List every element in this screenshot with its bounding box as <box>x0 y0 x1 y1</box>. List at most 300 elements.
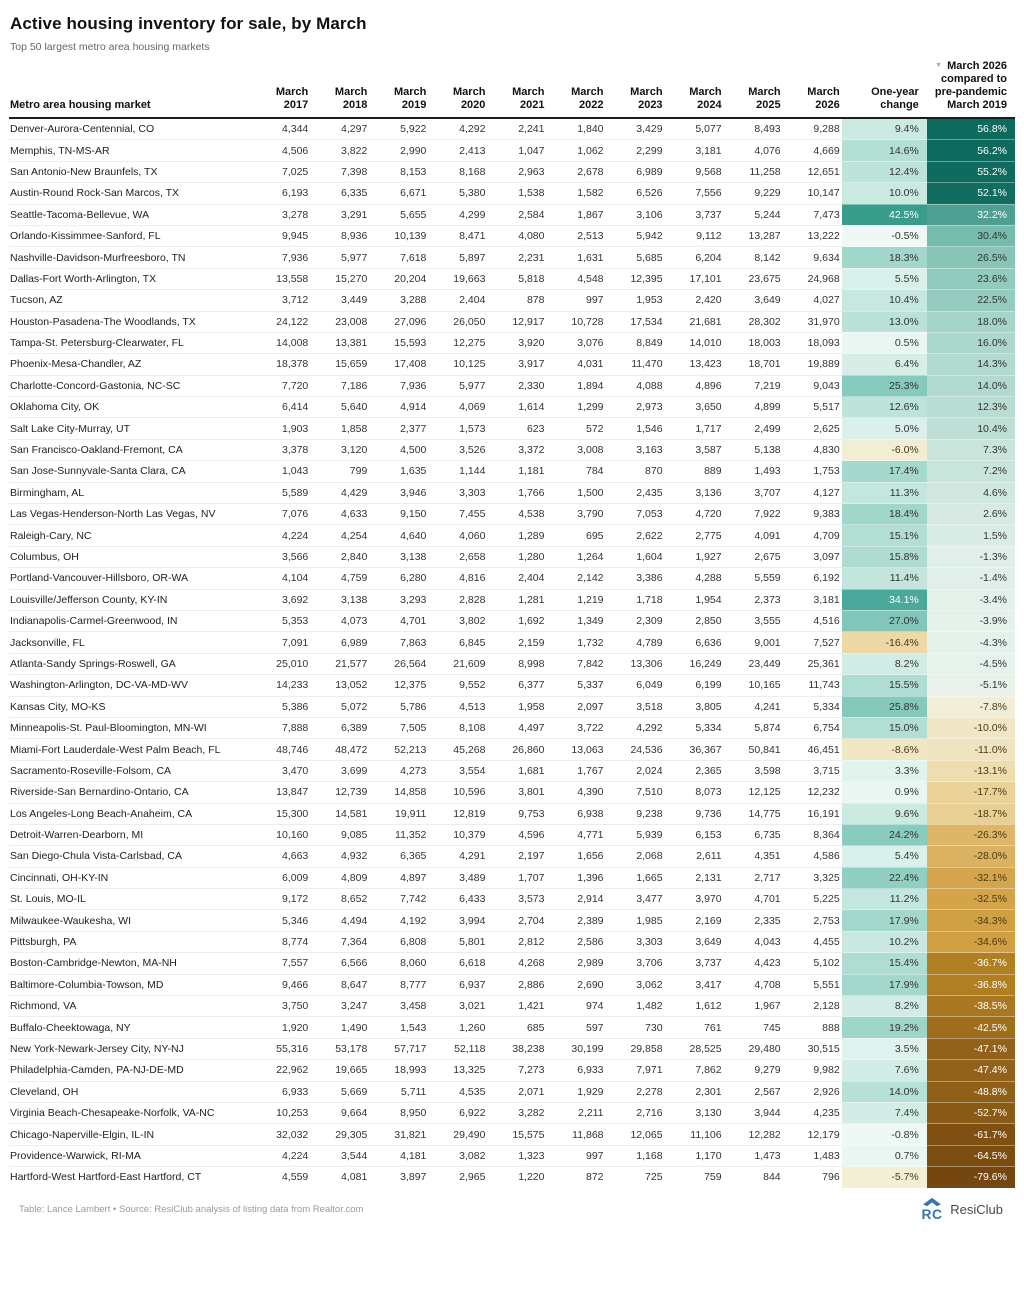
inventory-value-cell: 1,421 <box>487 996 546 1017</box>
inventory-value-cell: 2,231 <box>487 247 546 268</box>
table-row <box>9 375 1015 396</box>
one-year-change-cell: 11.3% <box>842 482 927 503</box>
table-row <box>9 204 1015 225</box>
inventory-value-cell: 18,003 <box>724 332 783 353</box>
inventory-value-cell: 2,973 <box>606 397 665 418</box>
inventory-value-cell: 1,753 <box>783 461 842 482</box>
metro-cell: Minneapolis-St. Paul-Bloomington, MN-WI <box>9 717 251 738</box>
vs-pre-pandemic-cell: -11.0% <box>927 739 1015 760</box>
inventory-value-cell: 4,709 <box>783 525 842 546</box>
inventory-value-cell: 29,858 <box>606 1038 665 1059</box>
inventory-value-cell: 1,289 <box>487 525 546 546</box>
inventory-value-cell: 6,933 <box>546 1060 605 1081</box>
inventory-value-cell: 844 <box>724 1167 783 1188</box>
inventory-value-cell: 7,076 <box>251 504 310 525</box>
one-year-change-cell: 0.5% <box>842 332 927 353</box>
metro-cell: Las Vegas-Henderson-North Las Vegas, NV <box>9 504 251 525</box>
inventory-value-cell: 9,043 <box>783 375 842 396</box>
inventory-value-cell: 4,789 <box>606 632 665 653</box>
inventory-value-cell: 1,692 <box>487 610 546 631</box>
table-row <box>9 268 1015 289</box>
year-column-header: March 2019 <box>369 59 428 118</box>
inventory-value-cell: 597 <box>546 1017 605 1038</box>
inventory-value-cell: 48,746 <box>251 739 310 760</box>
inventory-value-cell: 10,728 <box>546 311 605 332</box>
inventory-value-cell: 8,153 <box>369 161 428 182</box>
inventory-value-cell: 2,377 <box>369 418 428 439</box>
inventory-value-cell: 6,280 <box>369 568 428 589</box>
vs-pre-pandemic-cell: 7.3% <box>927 439 1015 460</box>
inventory-value-cell: 2,128 <box>783 996 842 1017</box>
inventory-value-cell: 13,558 <box>251 268 310 289</box>
one-year-change-cell: 15.4% <box>842 953 927 974</box>
one-year-change-cell: 9.6% <box>842 803 927 824</box>
inventory-value-cell: 4,809 <box>310 867 369 888</box>
inventory-value-cell: 9,736 <box>665 803 724 824</box>
inventory-value-cell: 2,675 <box>724 546 783 567</box>
inventory-value-cell: 3,477 <box>606 889 665 910</box>
one-year-change-cell: 13.0% <box>842 311 927 332</box>
table-row <box>9 418 1015 439</box>
inventory-value-cell: 3,822 <box>310 140 369 161</box>
table-row <box>9 653 1015 674</box>
inventory-value-cell: 3,181 <box>783 589 842 610</box>
inventory-value-cell: 1,903 <box>251 418 310 439</box>
vs-pre-pandemic-header-sortable[interactable]: ▼ March 2026 compared to pre-pandemic March 2019 <box>927 59 1015 118</box>
table-row <box>9 846 1015 867</box>
year-column-header: March 2022 <box>546 59 605 118</box>
vs-pre-pandemic-cell: -13.1% <box>927 760 1015 781</box>
inventory-value-cell: 2,812 <box>487 931 546 952</box>
inventory-value-cell: 26,564 <box>369 653 428 674</box>
inventory-value-cell: 4,708 <box>724 974 783 995</box>
one-year-change-cell: 25.8% <box>842 696 927 717</box>
inventory-value-cell: 8,777 <box>369 974 428 995</box>
inventory-value-cell: 3,526 <box>428 439 487 460</box>
inventory-value-cell: 3,120 <box>310 439 369 460</box>
inventory-value-cell: 6,618 <box>428 953 487 974</box>
inventory-value-cell: 1,718 <box>606 589 665 610</box>
inventory-value-cell: 29,490 <box>428 1124 487 1145</box>
inventory-value-cell: 6,735 <box>724 824 783 845</box>
table-row <box>9 461 1015 482</box>
inventory-value-cell: 53,178 <box>310 1038 369 1059</box>
vs-pre-pandemic-cell: 22.5% <box>927 290 1015 311</box>
inventory-value-cell: 4,914 <box>369 397 428 418</box>
inventory-value-cell: 5,337 <box>546 675 605 696</box>
inventory-value-cell: 13,222 <box>783 225 842 246</box>
inventory-value-cell: 4,896 <box>665 375 724 396</box>
inventory-value-cell: 14,010 <box>665 332 724 353</box>
inventory-value-cell: 4,288 <box>665 568 724 589</box>
inventory-value-cell: 4,091 <box>724 525 783 546</box>
inventory-value-cell: 3,920 <box>487 332 546 353</box>
inventory-value-cell: 5,922 <box>400 123 427 136</box>
inventory-value-cell: 15,659 <box>310 354 369 375</box>
inventory-value-cell: 13,847 <box>251 782 310 803</box>
inventory-value-cell: 17,101 <box>665 268 724 289</box>
inventory-value-cell: 9,238 <box>606 803 665 824</box>
inventory-value-cell: 13,381 <box>310 332 369 353</box>
inventory-value-cell: 1,500 <box>546 482 605 503</box>
one-year-change-cell: 10.0% <box>842 183 927 204</box>
metro-cell: Birmingham, AL <box>9 482 251 503</box>
inventory-value-cell: 6,671 <box>369 183 428 204</box>
inventory-value-cell: 18,993 <box>369 1060 428 1081</box>
table-row <box>9 739 1015 760</box>
inventory-value-cell: 7,742 <box>369 889 428 910</box>
inventory-value-cell: 2,241 <box>518 123 545 136</box>
inventory-value-cell: 4,513 <box>428 696 487 717</box>
inventory-value-cell: 3,303 <box>428 482 487 503</box>
vs-pre-pandemic-cell: -38.5% <box>927 996 1015 1017</box>
inventory-value-cell: 9,279 <box>724 1060 783 1081</box>
vs-pre-pandemic-cell: -34.6% <box>927 931 1015 952</box>
inventory-value-cell: 7,473 <box>783 204 842 225</box>
inventory-value-cell: 7,971 <box>606 1060 665 1081</box>
inventory-value-cell: 11,743 <box>783 675 842 696</box>
inventory-value-cell: 4,127 <box>783 482 842 503</box>
inventory-value-cell: 1,867 <box>546 204 605 225</box>
table-row <box>9 632 1015 653</box>
inventory-value-cell: 28,525 <box>665 1038 724 1059</box>
inventory-value-cell: 2,278 <box>606 1081 665 1102</box>
inventory-value-cell: 12,375 <box>369 675 428 696</box>
inventory-value-cell: 2,622 <box>606 525 665 546</box>
vs-pre-pandemic-cell: -5.1% <box>927 675 1015 696</box>
inventory-value-cell: 3,692 <box>251 589 310 610</box>
inventory-value-cell: 7,505 <box>369 717 428 738</box>
inventory-value-cell: 9,945 <box>251 225 310 246</box>
metro-cell: Nashville-Davidson-Murfreesboro, TN <box>9 247 251 268</box>
inventory-value-cell: 8,108 <box>428 717 487 738</box>
metro-cell: Louisville/Jefferson County, KY-IN <box>9 589 251 610</box>
inventory-value-cell: 3,897 <box>369 1167 428 1188</box>
inventory-value-cell: 2,753 <box>783 910 842 931</box>
inventory-value-cell: 29,480 <box>724 1038 783 1059</box>
inventory-value-cell: 3,181 <box>665 140 724 161</box>
year-column-header: March 2018 <box>310 59 369 118</box>
inventory-value-cell: 759 <box>665 1167 724 1188</box>
one-year-change-cell: 18.4% <box>842 504 927 525</box>
inventory-value-cell: 889 <box>665 461 724 482</box>
inventory-value-cell: 7,618 <box>369 247 428 268</box>
inventory-value-cell: 2,658 <box>428 546 487 567</box>
inventory-value-cell: 2,717 <box>724 867 783 888</box>
inventory-value-cell: 4,506 <box>251 140 310 161</box>
inventory-value-cell: 13,052 <box>310 675 369 696</box>
inventory-value-cell: 3,429 <box>636 123 663 136</box>
inventory-value-cell: 5,640 <box>310 397 369 418</box>
inventory-value-cell: 5,138 <box>724 439 783 460</box>
vs-pre-pandemic-cell: -10.0% <box>927 717 1015 738</box>
one-year-change-cell: 8.2% <box>842 996 927 1017</box>
inventory-value-cell: 9,466 <box>251 974 310 995</box>
inventory-value-cell: 5,685 <box>606 247 665 268</box>
inventory-value-cell: 3,136 <box>665 482 724 503</box>
one-year-change-cell: 14.0% <box>842 1081 927 1102</box>
vs-pre-pandemic-cell: -32.1% <box>927 867 1015 888</box>
inventory-value-cell: 2,131 <box>665 867 724 888</box>
one-year-change-cell: 5.5% <box>842 268 927 289</box>
metro-cell: Riverside-San Bernardino-Ontario, CA <box>9 782 251 803</box>
table-row <box>9 1060 1015 1081</box>
inventory-value-cell: 12,125 <box>724 782 783 803</box>
inventory-value-cell: 6,335 <box>310 183 369 204</box>
inventory-value-cell: 9,753 <box>487 803 546 824</box>
inventory-value-cell: 11,106 <box>665 1124 724 1145</box>
metro-cell: Charlotte-Concord-Gastonia, NC-SC <box>9 375 251 396</box>
inventory-value-cell: 18,701 <box>724 354 783 375</box>
inventory-value-cell: 5,102 <box>783 953 842 974</box>
inventory-value-cell: 3,790 <box>546 504 605 525</box>
inventory-value-cell: 3,417 <box>665 974 724 995</box>
one-year-change-cell: 17.9% <box>842 910 927 931</box>
inventory-value-cell: 1,483 <box>783 1145 842 1166</box>
inventory-value-cell: 1,967 <box>724 996 783 1017</box>
inventory-value-cell: 730 <box>606 1017 665 1038</box>
inventory-value-cell: 2,071 <box>487 1081 546 1102</box>
inventory-value-cell: 623 <box>487 418 546 439</box>
inventory-value-cell: 12,819 <box>428 803 487 824</box>
inventory-value-cell: 7,398 <box>310 161 369 182</box>
inventory-value-cell: 7,863 <box>369 632 428 653</box>
inventory-value-cell: 3,518 <box>606 696 665 717</box>
inventory-value-cell: 21,609 <box>428 653 487 674</box>
inventory-value-cell: 870 <box>606 461 665 482</box>
inventory-value-cell: 12,275 <box>428 332 487 353</box>
inventory-value-cell: 3,291 <box>310 204 369 225</box>
inventory-value-cell: 4,494 <box>310 910 369 931</box>
inventory-value-cell: 878 <box>487 290 546 311</box>
inventory-value-cell: 7,219 <box>724 375 783 396</box>
inventory-value-cell: 17,408 <box>369 354 428 375</box>
table-row <box>9 161 1015 182</box>
inventory-value-cell: 4,516 <box>783 610 842 631</box>
table-row <box>9 589 1015 610</box>
table-row <box>9 610 1015 631</box>
inventory-value-cell: 3,707 <box>724 482 783 503</box>
inventory-value-cell: 3,449 <box>310 290 369 311</box>
inventory-value-cell: 13,287 <box>724 225 783 246</box>
inventory-value-cell: 2,625 <box>783 418 842 439</box>
inventory-value-cell: 4,268 <box>487 953 546 974</box>
inventory-value-cell: 2,024 <box>606 760 665 781</box>
table-row <box>9 782 1015 803</box>
table-row <box>9 568 1015 589</box>
inventory-value-cell: 7,273 <box>487 1060 546 1081</box>
inventory-value-cell: 32,032 <box>251 1124 310 1145</box>
one-year-change-cell: 22.4% <box>842 867 927 888</box>
inventory-value-cell: 3,699 <box>310 760 369 781</box>
inventory-value-cell: 2,142 <box>546 568 605 589</box>
metro-cell: Raleigh-Cary, NC <box>9 525 251 546</box>
vs-pre-pandemic-cell: -3.9% <box>927 610 1015 631</box>
vs-pre-pandemic-cell: -36.8% <box>927 974 1015 995</box>
inventory-value-cell: 6,414 <box>251 397 310 418</box>
inventory-value-cell: 1,396 <box>546 867 605 888</box>
inventory-value-cell: 5,517 <box>783 397 842 418</box>
inventory-value-cell: 4,899 <box>724 397 783 418</box>
metro-cell: Detroit-Warren-Dearborn, MI <box>9 824 251 845</box>
inventory-value-cell: 3,944 <box>724 1102 783 1123</box>
page-subtitle: Top 50 largest metro area housing markets <box>10 41 210 53</box>
vs-pre-pandemic-cell: -28.0% <box>927 846 1015 867</box>
inventory-value-cell: 52,213 <box>369 739 428 760</box>
inventory-value-cell: 14,233 <box>251 675 310 696</box>
inventory-value-cell: 4,297 <box>341 123 368 136</box>
inventory-value-cell: 1,062 <box>546 140 605 161</box>
inventory-value-cell: 12,739 <box>310 782 369 803</box>
metro-cell: Sacramento-Roseville-Folsom, CA <box>9 760 251 781</box>
inventory-value-cell: 7,936 <box>369 375 428 396</box>
table-row <box>9 225 1015 246</box>
inventory-value-cell: 1,635 <box>369 461 428 482</box>
inventory-value-cell: 18,093 <box>783 332 842 353</box>
inventory-value-cell: 17,534 <box>606 311 665 332</box>
vs-pre-pandemic-cell: -79.6% <box>927 1167 1015 1188</box>
table-row <box>9 504 1015 525</box>
inventory-value-cell: 1,766 <box>487 482 546 503</box>
inventory-value-cell: 5,818 <box>487 268 546 289</box>
inventory-value-cell: 5,669 <box>310 1081 369 1102</box>
table-row <box>9 696 1015 717</box>
metro-cell: San Diego-Chula Vista-Carlsbad, CA <box>9 846 251 867</box>
inventory-value-cell: 8,168 <box>428 161 487 182</box>
inventory-value-cell: 23,675 <box>724 268 783 289</box>
table-footer <box>9 1188 1015 1223</box>
inventory-value-cell: 15,575 <box>487 1124 546 1145</box>
inventory-value-cell: 4,701 <box>724 889 783 910</box>
inventory-value-cell: 1,656 <box>546 846 605 867</box>
year-column-header: March 2021 <box>487 59 546 118</box>
table-header-row <box>9 59 1015 118</box>
inventory-value-cell: 1,538 <box>487 183 546 204</box>
vs-pre-pandemic-cell: 16.0% <box>927 332 1015 353</box>
inventory-value-cell: 7,936 <box>251 247 310 268</box>
inventory-value-cell: 1,582 <box>546 183 605 204</box>
inventory-value-cell: 2,990 <box>369 140 428 161</box>
inventory-value-cell: 6,933 <box>251 1081 310 1102</box>
inventory-value-cell: 2,716 <box>606 1102 665 1123</box>
inventory-value-cell: 13,423 <box>665 354 724 375</box>
metro-cell: Denver-Aurora-Centennial, CO <box>10 123 155 136</box>
inventory-value-cell: 2,301 <box>665 1081 724 1102</box>
inventory-value-cell: 3,649 <box>665 931 724 952</box>
inventory-value-cell: 5,225 <box>783 889 842 910</box>
svg-text:R: R <box>921 1205 932 1222</box>
inventory-value-cell: 1,220 <box>487 1167 546 1188</box>
inventory-value-cell: 1,614 <box>487 397 546 418</box>
inventory-value-cell: 4,559 <box>251 1167 310 1188</box>
metro-cell: Houston-Pasadena-The Woodlands, TX <box>9 311 251 332</box>
one-year-change-cell: 0.9% <box>842 782 927 803</box>
inventory-value-cell: 796 <box>783 1167 842 1188</box>
inventory-value-cell: 2,097 <box>546 696 605 717</box>
inventory-value-cell: 4,633 <box>310 504 369 525</box>
inventory-value-cell: 16,191 <box>783 803 842 824</box>
inventory-value-cell: 11,352 <box>369 824 428 845</box>
one-year-change-cell: 34.1% <box>842 589 927 610</box>
inventory-value-cell: 9,552 <box>428 675 487 696</box>
inventory-value-cell: 1,717 <box>665 418 724 439</box>
inventory-value-cell: 1,631 <box>546 247 605 268</box>
inventory-value-cell: 5,786 <box>369 696 428 717</box>
one-year-change-cell: 15.0% <box>842 717 927 738</box>
metro-cell: Chicago-Naperville-Elgin, IL-IN <box>9 1124 251 1145</box>
metro-cell: Buffalo-Cheektowaga, NY <box>9 1017 251 1038</box>
inventory-value-cell: 4,043 <box>724 931 783 952</box>
inventory-value-cell: 48,472 <box>310 739 369 760</box>
inventory-value-cell: 5,711 <box>369 1081 428 1102</box>
table-row <box>9 910 1015 931</box>
inventory-value-cell: 3,082 <box>428 1145 487 1166</box>
inventory-value-cell: 1,894 <box>546 375 605 396</box>
one-year-change-cell: 27.0% <box>842 610 927 631</box>
inventory-value-cell: 8,142 <box>724 247 783 268</box>
inventory-value-cell: 10,160 <box>251 824 310 845</box>
inventory-value-cell: 3,163 <box>606 439 665 460</box>
table-row <box>9 397 1015 418</box>
year-column-header: March 2025 <box>724 59 783 118</box>
inventory-value-cell: 6,937 <box>428 974 487 995</box>
table-row <box>9 760 1015 781</box>
inventory-value-cell: 55,316 <box>251 1038 310 1059</box>
inventory-value-cell: 19,911 <box>369 803 428 824</box>
inventory-value-cell: 1,482 <box>606 996 665 1017</box>
inventory-value-cell: 3,303 <box>606 931 665 952</box>
metro-cell: Orlando-Kissimmee-Sanford, FL <box>9 225 251 246</box>
inventory-value-cell: 2,678 <box>546 161 605 182</box>
inventory-value-cell: 5,942 <box>606 225 665 246</box>
table-row <box>9 525 1015 546</box>
inventory-value-cell: 4,254 <box>310 525 369 546</box>
inventory-value-cell: 11,258 <box>724 161 783 182</box>
table-row <box>9 247 1015 268</box>
table-row <box>9 1017 1015 1038</box>
inventory-value-cell: 7,922 <box>724 504 783 525</box>
inventory-value-cell: 1,707 <box>487 867 546 888</box>
inventory-value-cell: 10,139 <box>369 225 428 246</box>
inventory-value-cell: 6,526 <box>606 183 665 204</box>
inventory-value-cell: 2,611 <box>665 846 724 867</box>
inventory-value-cell: 12,651 <box>783 161 842 182</box>
inventory-value-cell: 4,640 <box>369 525 428 546</box>
one-year-change-cell: 17.9% <box>842 974 927 995</box>
inventory-value-cell: 4,701 <box>369 610 428 631</box>
inventory-value-cell: 11,470 <box>606 354 665 375</box>
inventory-value-cell: 3,278 <box>251 204 310 225</box>
vs-pre-pandemic-cell: -47.4% <box>927 1060 1015 1081</box>
inventory-value-cell: 2,197 <box>487 846 546 867</box>
vs-pre-pandemic-cell: 30.4% <box>927 225 1015 246</box>
inventory-value-cell: 1,543 <box>369 1017 428 1038</box>
vs-pre-pandemic-cell: -26.3% <box>927 824 1015 845</box>
inventory-value-cell: 2,404 <box>428 290 487 311</box>
inventory-value-cell: 6,636 <box>665 632 724 653</box>
inventory-value-cell: 14,008 <box>251 332 310 353</box>
table-row <box>9 439 1015 460</box>
inventory-value-cell: 4,292 <box>606 717 665 738</box>
inventory-value-cell: 19,663 <box>428 268 487 289</box>
vs-pre-pandemic-cell: 14.0% <box>927 375 1015 396</box>
inventory-value-cell: 8,471 <box>428 225 487 246</box>
metro-cell: Cincinnati, OH-KY-IN <box>9 867 251 888</box>
inventory-value-cell: 4,273 <box>369 760 428 781</box>
metro-cell: San Francisco-Oakland-Fremont, CA <box>9 439 251 460</box>
inventory-value-cell: 8,936 <box>310 225 369 246</box>
one-year-change-cell: 8.2% <box>842 653 927 674</box>
